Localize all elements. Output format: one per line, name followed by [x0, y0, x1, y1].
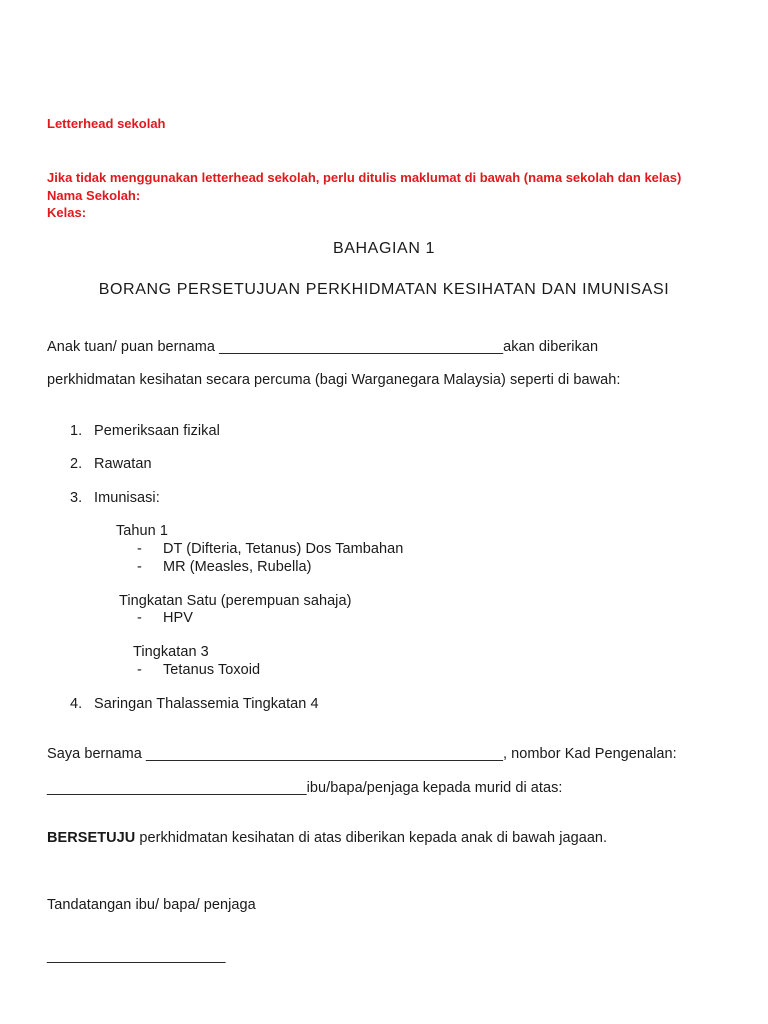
- section-title: BAHAGIAN 1: [332, 240, 436, 257]
- immunisation-item-label: MR (Measles, Rubella): [163, 559, 312, 575]
- class-label: Kelas:: [47, 205, 87, 220]
- list-number: 2.: [70, 456, 83, 472]
- list-item: [70, 456, 152, 472]
- signature-line: ______________________: [47, 948, 226, 964]
- list-item-label: Rawatan: [94, 456, 152, 472]
- list-number: 1.: [70, 423, 83, 439]
- intro-line-2: perkhidmatan kesihatan secara percuma (bagi Warganegara Malaysia) seperti di bawah:: [47, 372, 621, 388]
- immunisation-item-label: DT (Difteria, Tetanus) Dos Tambahan: [163, 541, 404, 557]
- immunisation-group-title: Tingkatan 3: [133, 644, 209, 660]
- bullet-dash: -: [137, 541, 142, 557]
- declaration-line-2: ________________________________ibu/bapa/penjaga kepada murid di atas:: [47, 780, 563, 796]
- list-item-label: Imunisasi:: [94, 490, 160, 506]
- school-name-label: Nama Sekolah:: [47, 188, 141, 203]
- immunisation-item: [137, 662, 260, 678]
- list-item: [70, 696, 319, 712]
- list-item: [70, 490, 160, 506]
- list-number: 4.: [70, 696, 83, 712]
- immunisation-item: [137, 559, 312, 575]
- letterhead-note: Jika tidak menggunakan letterhead sekolah, perlu ditulis maklumat di bawah (nama sekolah dan kelas): [47, 170, 682, 185]
- bullet-dash: -: [137, 559, 142, 575]
- immunisation-item: [137, 541, 403, 557]
- immunisation-item: [137, 610, 193, 626]
- signature-label: Tandatangan ibu/ bapa/ penjaga: [47, 897, 256, 913]
- immunisation-item-label: HPV: [163, 610, 193, 626]
- agreement-statement: [47, 830, 607, 846]
- list-item-label: Pemeriksaan fizikal: [94, 423, 220, 439]
- immunisation-group-title: Tingkatan Satu (perempuan sahaja): [119, 593, 352, 609]
- list-item-label: Saringan Thalassemia Tingkatan 4: [94, 696, 319, 712]
- list-item: [70, 423, 220, 439]
- intro-line-1: Anak tuan/ puan bernama ___________________________________akan diberikan: [47, 339, 599, 355]
- form-title: BORANG PERSETUJUAN PERKHIDMATAN KESIHATAN DAN IMUNISASI: [98, 281, 670, 298]
- agreement-text: perkhidmatan kesihatan di atas diberikan kepada anak di bawah jagaan.: [135, 830, 608, 846]
- bullet-dash: -: [137, 610, 142, 626]
- agreement-keyword: BERSETUJU: [47, 830, 136, 846]
- list-number: 3.: [70, 490, 83, 506]
- immunisation-item-label: Tetanus Toxoid: [163, 662, 261, 678]
- declaration-line-1: Saya bernama ____________________________________________, nombor Kad Pengenalan:: [47, 746, 677, 762]
- bullet-dash: -: [137, 662, 142, 678]
- immunisation-group-title: Tahun 1: [116, 523, 168, 539]
- letterhead-label: Letterhead sekolah: [47, 116, 166, 131]
